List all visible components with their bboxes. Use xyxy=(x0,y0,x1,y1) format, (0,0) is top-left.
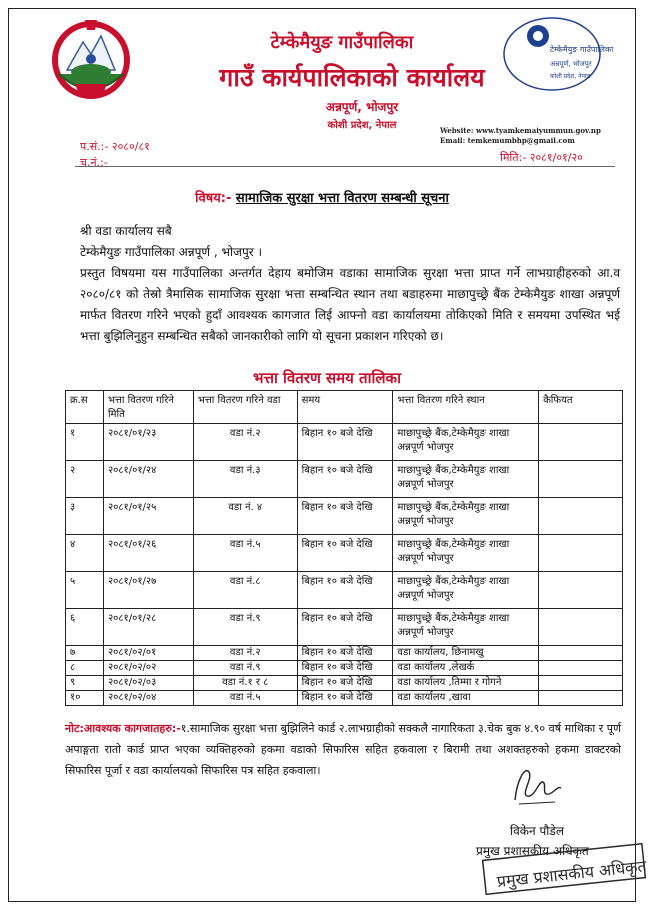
header-date: भत्ता वितरण गरिने मिति xyxy=(103,391,193,424)
subject-text: सामाजिक सुरक्षा भत्ता वितरण सम्बन्धी सूचना xyxy=(235,191,449,206)
cell-date: २०८१/०१/२६ xyxy=(103,535,193,572)
header-sn: क्र.स xyxy=(66,391,104,424)
cell-date: २०८१/०१/२४ xyxy=(103,461,193,498)
cell-ward: वडा नं.८ xyxy=(193,572,297,609)
date-label: मिति:- xyxy=(500,151,527,164)
cn-label: च.नं.:- xyxy=(80,156,108,169)
letter-date xyxy=(500,150,583,165)
table-header-row xyxy=(66,391,623,424)
date-value: २०८१/०१/२० xyxy=(529,151,583,164)
cell-time: बिहान १० बजे देखि xyxy=(297,676,393,691)
cell-sn: ४ xyxy=(66,535,104,572)
cell-place: वडा कार्यालय ,लेखर्क xyxy=(393,661,539,676)
cell-remarks xyxy=(539,461,623,498)
website-text: Website: www.tyamkemaiyummun.gov.np xyxy=(440,126,601,135)
cell-date: २०८१/०२/०१ xyxy=(103,646,193,661)
cell-date: २०८१/०१/२८ xyxy=(103,609,193,646)
cell-remarks xyxy=(539,424,623,461)
cell-date: २०८१/०२/०३ xyxy=(103,676,193,691)
addressee-line2: टेम्केमैयुङ गाउँपालिका अन्नपूर्ण , भोजपुर । xyxy=(80,245,263,259)
schedule-table xyxy=(65,390,623,706)
note-text: १.सामाजिक सुरक्षा भत्ता बुझिलिने कार्ड २.लाभग्राहीको सक्कलै नागारिकता ३.चेक बुक ४.९० वर्ष माथिका र पूर्ण अपाङ्गता रातो कार्ड प्राप्त भएका व्यक्तिहरुको हकमा वडाको सिफारिस सहित हकवाला र बिरामी तथा अशक्तहरुको हकमा डाक्टरको सिफारिस पूर्जा र वडा कार्यालयको सिफारिस पत्र सहित हकवाला। xyxy=(65,722,621,777)
cell-time: बिहान १० बजे देखि xyxy=(297,424,393,461)
signature-icon xyxy=(505,760,565,810)
office-location: अन्नपूर्ण, भोजपुर xyxy=(325,100,399,114)
cell-date: २०८१/०२/०४ xyxy=(103,691,193,706)
cell-place: वडा कार्यालय ,खावा xyxy=(393,691,539,706)
cell-remarks xyxy=(539,535,623,572)
dispatch-number xyxy=(80,155,108,170)
municipality-seal-icon xyxy=(500,14,614,94)
municipality-name: टेम्केमैयुङ गाउँपालिका xyxy=(270,32,414,53)
seal-location: अन्नपूर्ण, भोजपुर xyxy=(550,60,592,68)
subject-line xyxy=(0,188,644,206)
seal-province: कोशी प्रदेश, नेपाल xyxy=(550,73,591,80)
table-row xyxy=(66,424,623,461)
ps-value: २०८०/८१ xyxy=(111,140,150,153)
cell-place: माछापुच्छ्रे बैंक,टेम्केमैयुङ शाखा अन्नपूर्ण भोजपुर xyxy=(393,572,539,609)
notice-body: प्रस्तुत विषयमा यस गाउँपालिका अन्तर्गत देहाय बमोजिम वडाका सामाजिक सुरक्षा भत्ता प्राप्त गर्ने लाभग्राहीहरुको आ.व २०८०/८१ को तेस्रो त्रैमासिक सामाजिक सुरक्षा भत्ता सम्बन्धित स्थान तथा बडाहरुमा माछापुच्छ्रे बैंक टेम्केमैयुङ शाखा अन्नपूर्ण मार्फत वितरण गरिने भएको हुदाँ आवश्यक कागजात लिई आफ्नो वडा कार्यालयमा तोकिएको मिति र समयमा उपस्थित भई भत्ता बुझिलिनुहुन सम्बन्धित सबैको जानकारीको लागि यो सूचना प्रकाशन गरिएको छ। xyxy=(80,266,620,343)
cell-place: माछापुच्छ्रे बैंक,टेम्केमैयुङ शाखा अन्नपूर्ण भोजपुर xyxy=(393,609,539,646)
cell-time: बिहान १० बजे देखि xyxy=(297,691,393,706)
office-name: गाउँ कार्यपालिकाको कार्यालय xyxy=(219,63,485,92)
table-row xyxy=(66,572,623,609)
signatory-name: विकेन पौडेल xyxy=(510,824,564,838)
header-remarks: कैफियत xyxy=(539,391,623,424)
table-row xyxy=(66,609,623,646)
signatory-title: प्रमुख प्रशासकीय अधिकृत xyxy=(476,844,589,858)
table-row xyxy=(66,498,623,535)
cell-place: वडा कार्यालय ,तिम्मा र गोगने xyxy=(393,676,539,691)
cell-time: बिहान १० बजे देखि xyxy=(297,461,393,498)
table-row xyxy=(66,661,623,676)
cell-sn: ८ xyxy=(66,661,104,676)
addressee-line1: श्री वडा कार्यालय सबै xyxy=(80,224,172,238)
cell-time: बिहान १० बजे देखि xyxy=(297,498,393,535)
table-row xyxy=(66,461,623,498)
header-place: भत्ता वितरण गरिने स्थान xyxy=(393,391,539,424)
table-row xyxy=(66,676,623,691)
cell-time: बिहान १० बजे देखि xyxy=(297,661,393,676)
cell-time: बिहान १० बजे देखि xyxy=(297,572,393,609)
cell-remarks xyxy=(539,609,623,646)
table-row xyxy=(66,535,623,572)
schedule-title: भत्ता वितरण समय तालिका xyxy=(253,369,401,387)
office-province: कोशी प्रदेश, नेपाल xyxy=(327,120,397,131)
contact-info xyxy=(440,126,601,146)
seal-text: टेम्केमैयुङ गाउँपालिका xyxy=(550,45,614,54)
cell-place: वडा कार्यालय, छिनामखु xyxy=(393,646,539,661)
cell-sn: ७ xyxy=(66,646,104,661)
cell-ward: वडा नं.५ xyxy=(193,691,297,706)
cell-remarks xyxy=(539,676,623,691)
cell-remarks xyxy=(539,498,623,535)
cell-time: बिहान १० बजे देखि xyxy=(297,646,393,661)
cell-date: २०८१/०१/२५ xyxy=(103,498,193,535)
cell-ward: वडा नं.१ र ८ xyxy=(193,676,297,691)
reference-number xyxy=(80,139,150,154)
cell-place: माछापुच्छ्रे बैंक,टेम्केमैयुङ शाखा अन्नपूर्ण भोजपुर xyxy=(393,424,539,461)
header-ward: भत्ता वितरण गरिने वडा xyxy=(193,391,297,424)
cell-place: माछापुच्छ्रे बैंक,टेम्केमैयुङ शाखा अन्नपूर्ण भोजपुर xyxy=(393,535,539,572)
cell-ward: वडा नं.९ xyxy=(193,661,297,676)
cell-time: बिहान १० बजे देखि xyxy=(297,535,393,572)
cell-ward: वडा नं.५ xyxy=(193,535,297,572)
table-row xyxy=(66,646,623,661)
cell-sn: १ xyxy=(66,424,104,461)
cell-sn: १० xyxy=(66,691,104,706)
cell-sn: २ xyxy=(66,461,104,498)
cell-ward: वडा नं. ४ xyxy=(193,498,297,535)
header-divider xyxy=(75,166,615,167)
cell-ward: वडा नं.२ xyxy=(193,424,297,461)
cell-remarks xyxy=(539,661,623,676)
cell-remarks xyxy=(539,572,623,609)
official-stamp-icon xyxy=(480,846,650,892)
header-time: समय xyxy=(297,391,393,424)
cell-place: माछापुच्छ्रे बैंक,टेम्केमैयुङ शाखा अन्नपूर्ण भोजपुर xyxy=(393,461,539,498)
table-row xyxy=(66,691,623,706)
cell-remarks xyxy=(539,646,623,661)
cell-ward: वडा नं.२ xyxy=(193,646,297,661)
cell-date: २०८१/०१/२३ xyxy=(103,424,193,461)
email-text: Email: temkemumbhp@gmail.com xyxy=(440,136,575,145)
note-label: नोट:आवश्यक कागजातहरु:- xyxy=(65,722,181,735)
cell-sn: ५ xyxy=(66,572,104,609)
cell-ward: वडा नं.३ xyxy=(193,461,297,498)
cell-ward: वडा नं.९ xyxy=(193,609,297,646)
cell-sn: ९ xyxy=(66,676,104,691)
cell-sn: ६ xyxy=(66,609,104,646)
stamp-text: प्रमुख प्रशासकीय अधिकृत xyxy=(495,856,648,892)
cell-time: बिहान १० बजे देखि xyxy=(297,609,393,646)
cell-sn: ३ xyxy=(66,498,104,535)
ps-label: प.सं.:- xyxy=(80,140,109,153)
cell-place: माछापुच्छ्रे बैंक,टेम्केमैयुङ शाखा अन्नपूर्ण भोजपुर xyxy=(393,498,539,535)
subject-label: विषय:- xyxy=(195,191,232,206)
cell-remarks xyxy=(539,691,623,706)
cell-date: २०८१/०२/०२ xyxy=(103,661,193,676)
cell-date: २०८१/०१/२७ xyxy=(103,572,193,609)
